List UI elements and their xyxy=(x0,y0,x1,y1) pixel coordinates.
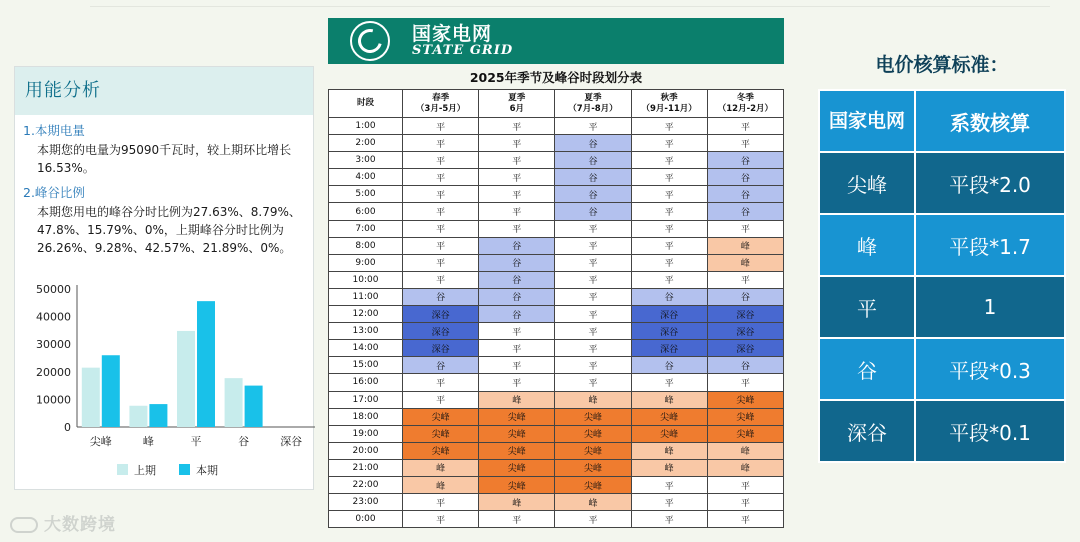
schedule-period-cell: 深谷 xyxy=(403,306,479,323)
schedule-period-cell: 谷 xyxy=(555,135,631,152)
schedule-header-season: 冬季 xyxy=(736,92,754,103)
pricing-row xyxy=(819,276,1065,338)
bar-current xyxy=(102,355,120,427)
schedule-period-cell: 平 xyxy=(707,511,783,528)
schedule-period-cell: 深谷 xyxy=(631,306,707,323)
pricing-table xyxy=(818,89,1066,463)
schedule-row xyxy=(329,511,784,528)
schedule-period-cell: 峰 xyxy=(631,459,707,476)
schedule-period-cell: 平 xyxy=(403,169,479,186)
schedule-header-season: 秋季 xyxy=(660,92,678,103)
bar-current xyxy=(149,404,167,427)
schedule-header-season: 夏季 xyxy=(508,92,526,103)
schedule-period-cell: 谷 xyxy=(707,288,783,305)
schedule-period-cell: 尖峰 xyxy=(631,408,707,425)
schedule-period-cell: 峰 xyxy=(555,391,631,408)
schedule-period-cell: 平 xyxy=(479,152,555,169)
schedule-period-cell: 平 xyxy=(631,476,707,493)
schedule-header-season: 时段 xyxy=(356,98,374,108)
schedule-period-cell: 尖峰 xyxy=(479,442,555,459)
schedule-period-cell: 尖峰 xyxy=(631,425,707,442)
schedule-period-cell: 平 xyxy=(403,391,479,408)
schedule-period-cell: 平 xyxy=(707,118,783,135)
schedule-period-cell: 峰 xyxy=(707,442,783,459)
schedule-row xyxy=(329,271,784,288)
schedule-period-cell: 平 xyxy=(479,135,555,152)
schedule-period-cell: 谷 xyxy=(707,357,783,374)
schedule-period-cell: 平 xyxy=(403,254,479,271)
pricing-row xyxy=(819,338,1065,400)
schedule-period-cell: 尖峰 xyxy=(555,408,631,425)
schedule-period-cell: 平 xyxy=(555,271,631,288)
pricing-title: 电价核算标准： xyxy=(875,54,1009,76)
schedule-time-cell: 4:00 xyxy=(329,169,403,186)
schedule-period-cell: 平 xyxy=(479,169,555,186)
schedule-period-cell: 尖峰 xyxy=(555,442,631,459)
schedule-header-months: （9月-11月） xyxy=(641,103,697,114)
schedule-period-cell: 平 xyxy=(479,323,555,340)
schedule-period-cell: 平 xyxy=(479,118,555,135)
schedule-period-cell: 深谷 xyxy=(707,340,783,357)
schedule-period-cell: 平 xyxy=(631,511,707,528)
schedule-period-cell: 平 xyxy=(555,357,631,374)
schedule-row xyxy=(329,459,784,476)
bar-current xyxy=(197,301,215,427)
schedule-header-row xyxy=(329,90,784,118)
x-tick-label: 谷 xyxy=(238,435,250,448)
panel-title: 用能分析 xyxy=(15,67,313,115)
y-tick-label: 30000 xyxy=(36,338,71,352)
pricing-value: 1 xyxy=(915,276,1065,338)
pricing-header-coef: 系数核算 xyxy=(915,90,1065,152)
schedule-period-cell: 深谷 xyxy=(403,323,479,340)
schedule-row xyxy=(329,391,784,408)
schedule-period-cell: 平 xyxy=(555,118,631,135)
schedule-header-cell xyxy=(403,90,479,118)
schedule-period-cell: 尖峰 xyxy=(707,408,783,425)
schedule-period-cell: 峰 xyxy=(631,391,707,408)
schedule-period-cell: 谷 xyxy=(555,169,631,186)
schedule-row xyxy=(329,323,784,340)
schedule-period-cell: 平 xyxy=(555,254,631,271)
schedule-period-cell: 峰 xyxy=(403,476,479,493)
schedule-time-cell: 23:00 xyxy=(329,494,403,511)
schedule-period-cell: 平 xyxy=(555,323,631,340)
schedule-period-cell: 平 xyxy=(479,374,555,391)
pricing-row xyxy=(819,214,1065,276)
y-tick-label: 10000 xyxy=(36,393,71,407)
schedule-period-cell: 平 xyxy=(555,220,631,237)
schedule-period-cell: 平 xyxy=(707,476,783,493)
schedule-period-cell: 谷 xyxy=(707,169,783,186)
schedule-period-cell: 平 xyxy=(479,340,555,357)
x-tick-label: 深谷 xyxy=(280,435,303,448)
pricing-label: 谷 xyxy=(819,338,915,400)
schedule-period-cell: 平 xyxy=(479,220,555,237)
legend-swatch xyxy=(179,464,190,475)
schedule-period-cell: 谷 xyxy=(403,357,479,374)
pricing-value: 平段*2.0 xyxy=(915,152,1065,214)
watermark xyxy=(10,510,116,535)
schedule-time-cell: 0:00 xyxy=(329,511,403,528)
y-tick-label: 0 xyxy=(64,421,71,434)
schedule-title: 2025年季节及峰谷时段划分表 xyxy=(469,70,643,85)
usage-bar-chart xyxy=(15,277,315,491)
schedule-header-months: （7月-8月） xyxy=(568,103,618,114)
schedule-period-cell: 平 xyxy=(403,220,479,237)
pricing-row xyxy=(819,152,1065,214)
schedule-period-cell: 尖峰 xyxy=(555,425,631,442)
schedule-period-cell: 深谷 xyxy=(631,323,707,340)
schedule-period-cell: 峰 xyxy=(707,237,783,254)
pricing-row xyxy=(819,400,1065,462)
schedule-period-cell: 谷 xyxy=(479,271,555,288)
banner-logo-cn: 国家电网 xyxy=(412,23,493,45)
schedule-period-cell: 平 xyxy=(631,271,707,288)
schedule-period-cell: 谷 xyxy=(479,237,555,254)
pricing-label: 深谷 xyxy=(819,400,915,462)
schedule-period-cell: 谷 xyxy=(707,186,783,203)
schedule-period-cell: 平 xyxy=(631,220,707,237)
pricing-header-row xyxy=(819,90,1065,152)
schedule-period-cell: 平 xyxy=(631,169,707,186)
schedule-period-cell: 深谷 xyxy=(707,323,783,340)
schedule-period-cell: 平 xyxy=(479,511,555,528)
bar-previous xyxy=(177,331,195,427)
section-title-peak-valley-ratio: 2.峰谷比例 xyxy=(23,185,85,200)
schedule-period-cell: 谷 xyxy=(403,288,479,305)
bar-previous xyxy=(129,406,147,427)
schedule-period-cell: 尖峰 xyxy=(479,425,555,442)
state-grid-globe-icon xyxy=(350,21,390,61)
brand-logo-icon xyxy=(10,517,38,533)
schedule-period-cell: 平 xyxy=(403,186,479,203)
schedule-header-cell xyxy=(479,90,555,118)
y-tick-label: 20000 xyxy=(36,365,71,379)
schedule-time-cell: 11:00 xyxy=(329,288,403,305)
schedule-period-cell: 谷 xyxy=(479,254,555,271)
schedule-time-cell: 12:00 xyxy=(329,306,403,323)
pricing-label: 平 xyxy=(819,276,915,338)
schedule-time-cell: 9:00 xyxy=(329,254,403,271)
schedule-header-season: 春季 xyxy=(432,92,450,103)
schedule-row xyxy=(329,357,784,374)
schedule-row xyxy=(329,340,784,357)
schedule-period-cell: 平 xyxy=(631,494,707,511)
schedule-period-cell: 尖峰 xyxy=(479,476,555,493)
schedule-period-cell: 谷 xyxy=(631,288,707,305)
schedule-row xyxy=(329,442,784,459)
schedule-time-cell: 14:00 xyxy=(329,340,403,357)
schedule-row xyxy=(329,476,784,493)
schedule-period-cell: 平 xyxy=(403,374,479,391)
schedule-period-cell: 峰 xyxy=(479,494,555,511)
schedule-row xyxy=(329,237,784,254)
schedule-period-cell: 尖峰 xyxy=(403,442,479,459)
top-divider-line xyxy=(90,6,1050,7)
schedule-period-cell: 峰 xyxy=(403,459,479,476)
schedule-time-cell: 21:00 xyxy=(329,459,403,476)
schedule-period-cell: 平 xyxy=(403,152,479,169)
schedule-row xyxy=(329,425,784,442)
schedule-time-cell: 8:00 xyxy=(329,237,403,254)
schedule-period-cell: 谷 xyxy=(707,203,783,220)
schedule-row xyxy=(329,186,784,203)
legend-swatch xyxy=(117,464,128,475)
schedule-period-cell: 峰 xyxy=(707,254,783,271)
schedule-time-cell: 13:00 xyxy=(329,323,403,340)
schedule-period-cell: 平 xyxy=(707,494,783,511)
schedule-period-cell: 平 xyxy=(631,152,707,169)
schedule-period-cell: 谷 xyxy=(555,152,631,169)
schedule-time-cell: 6:00 xyxy=(329,203,403,220)
schedule-time-cell: 2:00 xyxy=(329,135,403,152)
schedule-period-cell: 平 xyxy=(403,135,479,152)
schedule-period-cell: 峰 xyxy=(707,459,783,476)
schedule-header-months: （12月-2月） xyxy=(717,103,774,114)
schedule-row xyxy=(329,152,784,169)
section-text-current-usage: 本期您的电量为95090千瓦时，较上期环比增长16.53%。 xyxy=(37,143,292,175)
schedule-period-cell: 深谷 xyxy=(631,340,707,357)
schedule-period-cell: 平 xyxy=(555,374,631,391)
pricing-value: 平段*1.7 xyxy=(915,214,1065,276)
section-title-current-usage: 1.本期电量 xyxy=(23,123,85,138)
schedule-header-cell xyxy=(555,90,631,118)
schedule-header-cell xyxy=(707,90,783,118)
schedule-period-cell: 深谷 xyxy=(707,306,783,323)
schedule-time-cell: 20:00 xyxy=(329,442,403,459)
schedule-time-cell: 7:00 xyxy=(329,220,403,237)
schedule-period-cell: 平 xyxy=(631,186,707,203)
schedule-period-cell: 尖峰 xyxy=(707,391,783,408)
schedule-period-cell: 平 xyxy=(555,288,631,305)
schedule-period-cell: 峰 xyxy=(479,391,555,408)
schedule-time-cell: 17:00 xyxy=(329,391,403,408)
x-tick-label: 峰 xyxy=(142,435,154,448)
schedule-row xyxy=(329,220,784,237)
schedule-time-cell: 15:00 xyxy=(329,357,403,374)
legend-label: 本期 xyxy=(196,464,218,477)
schedule-row xyxy=(329,203,784,220)
schedule-period-cell: 平 xyxy=(555,340,631,357)
bar-previous xyxy=(225,378,243,427)
schedule-period-cell: 平 xyxy=(403,511,479,528)
pricing-label: 尖峰 xyxy=(819,152,915,214)
schedule-header-months: （3月-5月） xyxy=(415,103,466,114)
schedule-period-cell: 平 xyxy=(479,357,555,374)
schedule-period-cell: 平 xyxy=(403,237,479,254)
schedule-period-cell: 尖峰 xyxy=(479,408,555,425)
schedule-period-cell: 谷 xyxy=(555,186,631,203)
schedule-period-cell: 平 xyxy=(479,186,555,203)
schedule-period-cell: 尖峰 xyxy=(707,425,783,442)
schedule-row xyxy=(329,118,784,135)
legend-label: 上期 xyxy=(134,464,156,477)
schedule-period-cell: 平 xyxy=(403,494,479,511)
schedule-header-season: 夏季 xyxy=(584,92,602,103)
schedule-time-cell: 18:00 xyxy=(329,408,403,425)
schedule-period-cell: 尖峰 xyxy=(555,459,631,476)
schedule-period-cell: 平 xyxy=(707,135,783,152)
schedule-period-cell: 平 xyxy=(555,306,631,323)
pricing-header-grid: 国家电网 xyxy=(819,90,915,152)
schedule-period-cell: 平 xyxy=(631,118,707,135)
schedule-period-cell: 平 xyxy=(403,271,479,288)
schedule-period-cell: 平 xyxy=(631,374,707,391)
schedule-period-cell: 尖峰 xyxy=(403,408,479,425)
schedule-row xyxy=(329,135,784,152)
energy-analysis-panel xyxy=(14,66,314,490)
schedule-period-cell: 平 xyxy=(555,237,631,254)
schedule-period-cell: 峰 xyxy=(631,442,707,459)
section-text-peak-valley-ratio: 本期您用电的峰谷分时比例为27.63%、8.79%、47.8%、15.79%、0%，上期峰谷分时比例为26.26%、9.28%、42.57%、21.89%、0%。 xyxy=(37,205,301,255)
schedule-period-cell: 尖峰 xyxy=(403,425,479,442)
state-grid-banner xyxy=(328,18,784,64)
schedule-period-cell: 谷 xyxy=(479,306,555,323)
y-tick-label: 40000 xyxy=(36,310,71,324)
schedule-header-cell xyxy=(329,90,403,118)
schedule-period-cell: 峰 xyxy=(555,494,631,511)
pricing-value: 平段*0.1 xyxy=(915,400,1065,462)
bar-current xyxy=(245,386,263,427)
schedule-header-cell xyxy=(631,90,707,118)
schedule-period-cell: 平 xyxy=(631,135,707,152)
schedule-time-cell: 5:00 xyxy=(329,186,403,203)
schedule-period-cell: 谷 xyxy=(707,152,783,169)
schedule-period-cell: 平 xyxy=(631,237,707,254)
schedule-time-cell: 16:00 xyxy=(329,374,403,391)
schedule-period-cell: 平 xyxy=(555,511,631,528)
pricing-value: 平段*0.3 xyxy=(915,338,1065,400)
schedule-time-cell: 19:00 xyxy=(329,425,403,442)
schedule-period-cell: 平 xyxy=(707,271,783,288)
x-tick-label: 尖峰 xyxy=(89,435,112,448)
schedule-period-cell: 平 xyxy=(403,203,479,220)
schedule-row xyxy=(329,494,784,511)
y-tick-label: 50000 xyxy=(36,283,71,296)
schedule-header-months: 6月 xyxy=(509,103,524,114)
schedule-row xyxy=(329,408,784,425)
schedule-period-cell: 尖峰 xyxy=(555,476,631,493)
schedule-row xyxy=(329,288,784,305)
bar-previous xyxy=(82,368,100,427)
schedule-period-cell: 谷 xyxy=(631,357,707,374)
schedule-period-cell: 深谷 xyxy=(403,340,479,357)
schedule-time-cell: 10:00 xyxy=(329,271,403,288)
schedule-period-cell: 平 xyxy=(707,374,783,391)
schedule-row xyxy=(329,374,784,391)
schedule-period-cell: 谷 xyxy=(479,288,555,305)
schedule-row xyxy=(329,169,784,186)
schedule-period-cell: 平 xyxy=(707,220,783,237)
banner-logo-en: STATE GRID xyxy=(412,43,514,58)
schedule-time-cell: 22:00 xyxy=(329,476,403,493)
schedule-time-cell: 1:00 xyxy=(329,118,403,135)
schedule-row xyxy=(329,306,784,323)
time-of-use-schedule-table xyxy=(328,89,784,528)
schedule-period-cell: 谷 xyxy=(555,203,631,220)
watermark-text: 大数跨境 xyxy=(44,515,116,535)
schedule-period-cell: 尖峰 xyxy=(479,459,555,476)
schedule-period-cell: 平 xyxy=(479,203,555,220)
x-tick-label: 平 xyxy=(190,435,202,448)
schedule-period-cell: 平 xyxy=(631,203,707,220)
schedule-period-cell: 平 xyxy=(631,254,707,271)
schedule-row xyxy=(329,254,784,271)
schedule-period-cell: 平 xyxy=(403,118,479,135)
schedule-time-cell: 3:00 xyxy=(329,152,403,169)
pricing-label: 峰 xyxy=(819,214,915,276)
